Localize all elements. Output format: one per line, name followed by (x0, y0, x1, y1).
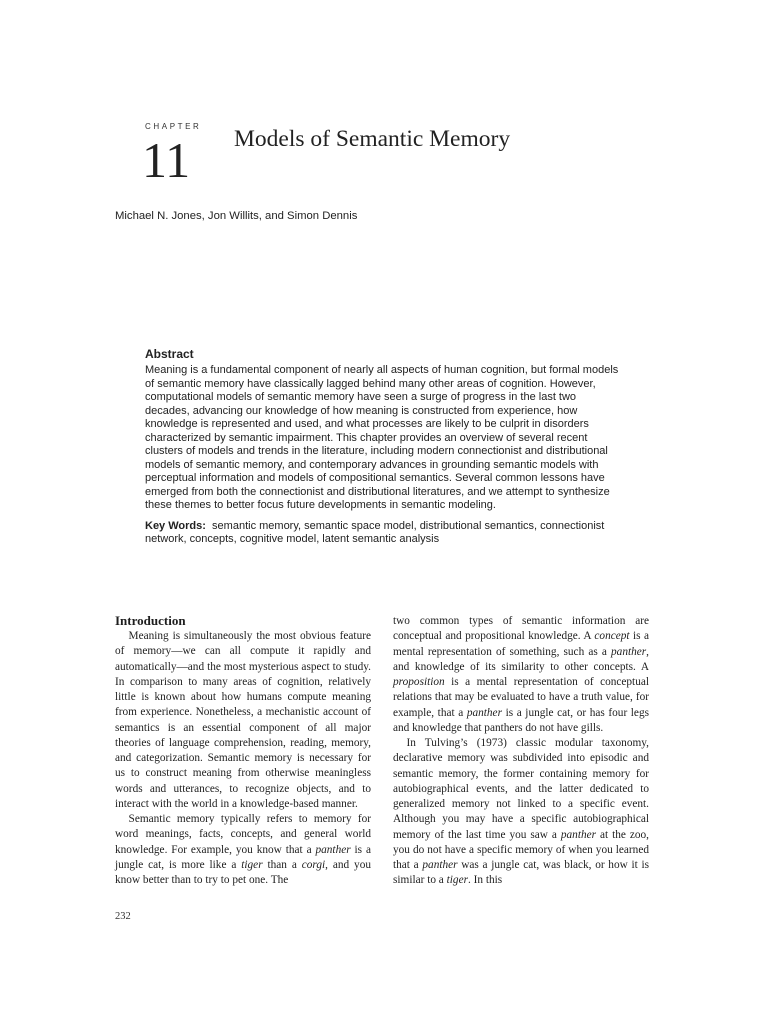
paragraph: In Tulving’s (1973) classic modular taxonomy, declarative memory was subdivided into episodic and semantic memory, the former containing memory for autobiographical events, and the latter dedicated to generalized memory not linked to a specific event. Although you may have a specific autobiographical memory of the last time you saw a panther at the zoo, you do not have a specific memory of when you learned that a panther was a jungle cat, was black, or how it is similar to a tiger. In this (393, 737, 650, 887)
paragraph: two common types of semantic information are conceptual and propositional knowledge. A concept is a mental representation of something, such as a panther, and knowledge of its similarity to other concepts. A proposition is a mental representation of conceptual relations that may be evaluated to have a truth value, for example, that a panther is a jungle cat, or has four legs and knowledge that panthers do not have gills. (393, 615, 649, 734)
paragraph: Semantic memory typically refers to memory for word meanings, facts, concepts, and general world knowledge. For example, you know that a panther is a jungle cat, is more like a tiger than a corgi, and you know better than to try to pet one. The (115, 813, 372, 886)
left-column (115, 612, 371, 888)
keywords-label: Key Words: (145, 519, 206, 532)
chapter-title: Models of Semantic Memory (234, 126, 511, 152)
keywords (145, 520, 623, 547)
abstract-block (145, 346, 623, 547)
paragraph: Meaning is simultaneously the most obvious feature of memory—we can all compute it rapidly and automatically—and the most mysterious aspect to study. In comparison to many areas of cognition, relatively little is known about how humans compute meaning from experience. Nonetheless, a mechanistic account of semantics is an essential component of all major theories of language comprehension, reading, memory, and categorization. Semantic memory is necessary for us to construct meaning from otherwise meaningless words and utterances, to recognize objects, and to interact with the world in a knowledge-based manner. (115, 630, 371, 810)
page-number: 232 (115, 911, 131, 922)
authors: Michael N. Jones, Jon Willits, and Simon Dennis (115, 210, 358, 222)
abstract-heading: Abstract (145, 347, 194, 361)
right-column (393, 614, 649, 889)
chapter-label: CHAPTER (145, 122, 202, 131)
section-heading-introduction: Introduction (115, 613, 186, 628)
chapter-number: 11 (142, 132, 191, 188)
keywords-list: semantic memory, semantic space model, distributional semantics, connectionist network, concepts, cognitive model, latent semantic analysis (145, 519, 605, 545)
abstract-text: Meaning is a fundamental component of nearly all aspects of human cognition, but formal models of semantic memory have classically lagged behind many other areas of cognition. However, computational models of semantic memory have seen a surge of progress in the last two decades, advancing our knowledge of how meaning is constructed from experience, how knowledge is represented and used, and what processes are likely to be culprit in disorders characterized by semantic impairment. This chapter provides an overview of several recent clusters of models and trends in the literature, including modern connectionist and distributional models of semantic memory, and contemporary advances in grounding semantic models with perceptual information and models of compositional semantics. Several common lessons have emerged from both the connectionist and distributional literatures, and we attempt to synthesize these themes to better focus future developments in semantic modeling. (145, 364, 619, 511)
